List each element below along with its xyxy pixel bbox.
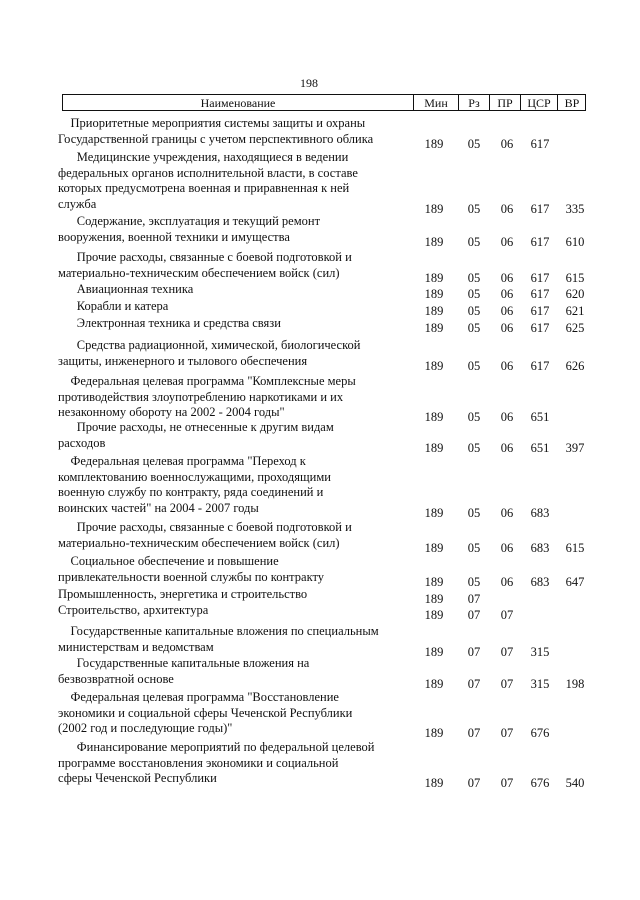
cell-csr: 617 [530,234,550,249]
row-name-line: Прочие расходы, связанные с боевой подготовкой и [58,250,352,264]
cell-rz: 07 [467,776,481,791]
cell-csr: 651 [530,440,550,455]
row-name-line: Корабли и катера [58,299,169,313]
row-name [58,603,408,619]
header-pr: ПР [497,96,513,110]
row-name-line: комплектованию военнослужащими, проходящими [58,469,331,484]
row-name-line: которых предусмотрена военная и приравненная к ней [58,181,350,196]
cell-pr: 07 [500,726,514,741]
cell-min: 189 [424,592,444,606]
row-name-line: Федеральная целевая программа "Восстановление [58,690,339,704]
cell-min: 189 [424,410,444,425]
row-name-line: программе восстановления экономики и социальной [58,755,339,770]
row-name-line: расходов [58,435,106,450]
row-name-line: Содержание, эксплуатация и текущий ремонт [58,214,321,228]
cell-rz: 07 [467,676,481,691]
cell-pr: 06 [500,410,514,425]
row-name [58,624,408,655]
cell-pr: 06 [500,358,514,373]
row-name-line: Промышленность, энергетика и строительство [58,587,308,601]
cell-vr: 615 [565,270,585,285]
row-name [58,554,408,585]
page-number: 198 [300,76,318,90]
row-name-line: Государственной границы с учетом перспективного облика [58,131,374,146]
cell-rz: 07 [467,592,481,606]
row-name [58,250,408,281]
header-vr: ВР [564,96,580,110]
cell-min: 189 [424,201,444,216]
row-name-line: Финансирование мероприятий по федеральной целевой [58,740,375,754]
row-name [58,214,408,245]
cell-vr: 625 [565,321,585,335]
cell-rz: 05 [467,270,481,285]
row-name-line: сферы Чеченской Республики [58,771,217,786]
row-name-line: материально-техническим обеспечением войск (сил) [58,535,340,550]
cell-pr: 07 [500,776,514,791]
header-min: Мин [424,96,448,110]
cell-rz: 05 [467,540,481,555]
cell-min: 189 [424,321,444,335]
cell-csr: 683 [530,574,550,589]
row-name-line: экономики и социальной сферы Чеченской Республики [58,705,353,720]
row-name [58,690,408,737]
cell-rz: 07 [467,608,481,622]
row-name [58,374,408,421]
cell-vr: 397 [565,440,585,455]
row-name [58,116,408,147]
cell-pr: 06 [500,201,514,216]
cell-csr: 617 [530,270,550,285]
row-name [58,316,408,332]
cell-pr: 06 [500,440,514,455]
row-name-line: Государственные капитальные вложения на [58,656,310,670]
row-name-line: Государственные капитальные вложения по специальным [58,624,379,638]
row-name [58,587,408,603]
row-name [58,282,408,298]
cell-min: 189 [424,776,444,791]
cell-vr: 621 [565,304,585,318]
cell-pr: 07 [500,644,514,659]
row-name [58,420,408,451]
cell-vr: 626 [565,358,585,373]
cell-min: 189 [424,440,444,455]
cell-min: 189 [424,644,444,659]
cell-rz: 05 [467,234,481,249]
cell-pr: 07 [500,676,514,691]
row-name-line: защиты, инженерного и тылового обеспечения [58,353,308,368]
cell-pr: 06 [500,540,514,555]
row-name-line: министерствам и ведомствам [58,639,214,654]
cell-pr: 06 [500,234,514,249]
row-name [58,299,408,315]
cell-min: 189 [424,136,444,151]
cell-min: 189 [424,358,444,373]
row-name [58,454,408,516]
row-name-line: Строительство, архитектура [58,603,209,617]
cell-rz: 05 [467,505,481,520]
cell-vr: 615 [565,540,585,555]
cell-min: 189 [424,608,444,622]
cell-min: 189 [424,540,444,555]
row-name [58,520,408,551]
cell-vr: 610 [565,234,585,249]
cell-csr: 617 [530,287,550,301]
row-name [58,740,408,787]
row-name-line: Электронная техника и средства связи [58,316,281,330]
cell-rz: 05 [467,440,481,455]
row-name-line: Средства радиационной, химической, биологической [58,338,361,352]
row-name [58,338,408,369]
table-header [62,94,586,111]
cell-rz: 05 [467,574,481,589]
row-name-line: материально-техническим обеспечением войск (сил) [58,265,340,280]
row-name-line: противодействия злоупотреблению наркотиками и их [58,389,344,404]
cell-min: 189 [424,304,444,318]
cell-csr: 676 [530,776,550,791]
cell-rz: 07 [467,726,481,741]
cell-csr: 315 [530,644,550,659]
row-name-line: Федеральная целевая программа "Переход к [58,454,306,468]
row-name-line: федеральных органов исполнительной власти, в составе [58,165,358,180]
cell-min: 189 [424,270,444,285]
cell-pr: 06 [500,321,514,335]
cell-min: 189 [424,574,444,589]
cell-csr: 683 [530,540,550,555]
cell-min: 189 [424,726,444,741]
cell-rz: 07 [467,644,481,659]
row-name-line: Медицинские учреждения, находящиеся в ведении [58,150,349,164]
cell-vr: 198 [565,676,585,691]
row-name-line: Приоритетные мероприятия системы защиты и охраны [58,116,366,130]
cell-csr: 651 [530,410,550,425]
cell-pr: 07 [500,608,514,622]
row-name [58,150,408,212]
row-name-line: воинских частей" на 2004 - 2007 годы [58,500,259,515]
row-name-line: Прочие расходы, связанные с боевой подготовкой и [58,520,352,534]
cell-vr: 620 [565,287,585,301]
header-rz: Рз [468,96,480,110]
cell-rz: 05 [467,410,481,425]
cell-rz: 05 [467,287,481,301]
cell-csr: 617 [530,136,550,151]
header-csr: ЦСР [527,96,551,110]
cell-pr: 06 [500,270,514,285]
cell-pr: 06 [500,287,514,301]
row-name-line: привлекательности военной службы по контракту [58,569,325,584]
cell-csr: 617 [530,358,550,373]
row-name-line: служба [58,196,97,211]
cell-vr: 647 [565,574,585,589]
cell-rz: 05 [467,321,481,335]
cell-csr: 676 [530,726,550,741]
cell-pr: 06 [500,574,514,589]
row-name-line: Прочие расходы, не отнесенные к другим видам [58,420,334,434]
row-name-line: Федеральная целевая программа "Комплексные меры [58,374,356,388]
row-name-line: (2002 год и последующие годы)" [58,721,233,736]
cell-rz: 05 [467,201,481,216]
row-name-line: незаконному обороту на 2002 - 2004 годы" [58,405,285,420]
row-name-line: Авиационная техника [58,282,194,296]
cell-csr: 617 [530,321,550,335]
row-name [58,656,408,687]
row-name-line: безвозвратной основе [58,671,174,686]
cell-rz: 05 [467,136,481,151]
cell-min: 189 [424,287,444,301]
cell-min: 189 [424,505,444,520]
cell-rz: 05 [467,358,481,373]
cell-csr: 617 [530,304,550,318]
row-name-line: Социальное обеспечение и повышение [58,554,279,568]
cell-vr: 540 [565,776,585,791]
cell-pr: 06 [500,304,514,318]
row-name-line: вооружения, военной техники и имущества [58,229,290,244]
cell-pr: 06 [500,505,514,520]
cell-csr: 617 [530,201,550,216]
cell-csr: 315 [530,676,550,691]
header-name: Наименование [200,96,276,110]
cell-csr: 683 [530,505,550,520]
cell-rz: 05 [467,304,481,318]
cell-min: 189 [424,234,444,249]
row-name-line: военную службу по контракту, ряда соединений и [58,485,324,500]
cell-pr: 06 [500,136,514,151]
cell-vr: 335 [565,201,585,216]
cell-min: 189 [424,676,444,691]
